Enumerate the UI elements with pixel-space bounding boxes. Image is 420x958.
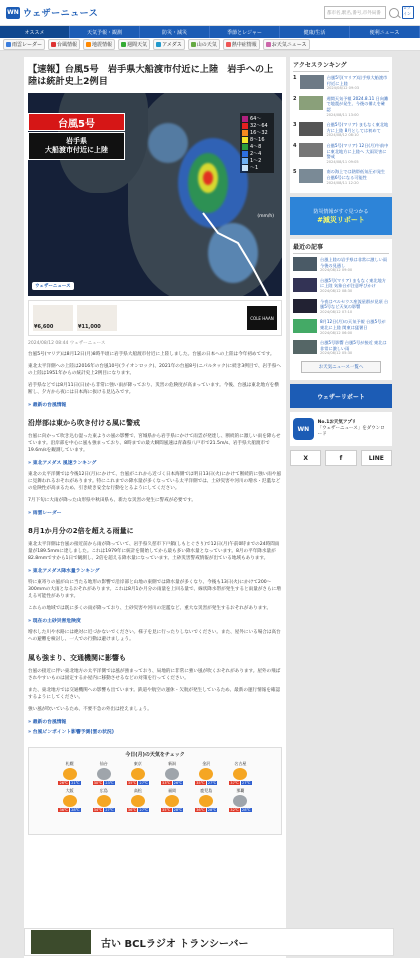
ranking-text [327,75,389,92]
legend-label: 〜1 [250,165,259,171]
nav-sub-icon [266,42,271,47]
weather-icon [233,795,247,807]
latest-thumb [293,278,317,292]
ranking-date: 2024/08/11 12:20 [326,180,359,185]
weather-city[interactable] [54,761,85,785]
latest-text [320,278,389,295]
bottom-ad-image [31,930,91,954]
city-name: 那覇 [236,788,245,793]
site-header [0,0,420,26]
legend-row [242,143,272,150]
latest-item[interactable] [293,299,389,316]
ranking-number: 1 [293,75,297,81]
ranking-date: 2024/08/11 13:00 [326,112,359,117]
ad-product-2[interactable] [77,305,117,331]
weather-icon [131,768,145,780]
legend-swatch [242,137,248,143]
ranking-number: 2 [293,95,297,102]
legend-row [242,157,272,164]
ad-brand[interactable]: COLE HAAN [247,306,277,330]
link-rain-radar[interactable]: » 雨雲レーダー [28,511,62,516]
social-links [290,450,392,466]
weather-check-box [28,747,282,835]
ranking-thumb [299,169,323,183]
ranking-link[interactable]: 南の海上では熱帯低気圧が発生 台風6号になる可能性 [326,169,386,180]
hero-black-line2: 大船渡市付近に上陸 [45,146,108,154]
nav-sub-item[interactable] [263,39,310,50]
city-temps [93,781,115,785]
latest-date: 2024/08/12 05:30 [320,351,353,356]
ranking-item[interactable] [293,122,389,139]
nav-sub-item[interactable] [3,39,45,50]
legend-row [242,150,272,157]
temp-low: 27℃ [105,808,114,812]
legend-swatch [242,116,248,122]
section-heading: 風も強まり、交通機関に影響も [28,654,126,662]
weather-icon [199,795,213,807]
city-temps [161,808,183,812]
weather-city[interactable] [156,788,187,812]
weather-city[interactable] [191,761,222,785]
nav-tab[interactable]: 季節とレジャー [210,26,280,38]
city-name: 金沢 [202,761,211,766]
weather-check-title: 今日(月)の天気をチェック [125,752,185,758]
hero-black-line1: 岩手県 [66,137,87,145]
temp-low: 23℃ [105,781,114,785]
latest-item[interactable] [293,340,389,357]
app-icon: WN [293,418,314,440]
article-meta: 2024/08/12 08:44 ウェザーニュース [28,341,106,346]
article-title: 【速報】台風5号 岩手県大船渡市付近に上陸 岩手への上陸は統計史上2例目 [28,64,274,87]
temp-high: 33℃ [161,781,171,785]
temp-high: 35℃ [127,781,137,785]
weather-city[interactable] [156,761,187,785]
latest-link[interactable]: 8月12日(月)の天気予報 台風5号が東北に上陸 関東は猛暑日 [320,319,386,331]
login-label: ログイン [403,5,411,16]
city-name: 仙台 [99,761,108,766]
hero-title-black [28,132,125,160]
login-button[interactable] [402,6,414,19]
temp-high: 36℃ [127,808,137,812]
temp-high: 36℃ [196,808,205,812]
app-promo[interactable] [290,412,392,446]
more-news-button[interactable]: お天気ニュース一覧へ [301,361,381,373]
ranking-text [326,169,389,186]
city-temps [229,808,251,812]
legend-unit: (mm/h) [257,214,274,219]
latest-link[interactable]: 今夜はペルセウス座流星群が見頃 台風5号など天気の影響 [320,298,389,310]
nav-tab[interactable]: 防災・減災 [140,26,210,38]
ranking-thumb [299,143,323,157]
city-temps [161,781,183,785]
article-main [24,57,286,958]
disaster-banner[interactable] [290,197,392,235]
ranking-date: 2024/08/12 09:03 [326,86,360,91]
temp-low: 28℃ [241,808,251,812]
latest-date: 2024/08/12 09:00 [320,268,353,273]
weather-icon [199,768,213,780]
ranking-link[interactable]: 週間天気予報 2024.8.11 日向灘で地震が発生、今後の備えを確認 [326,95,389,112]
weather-icon [233,768,247,780]
weather-icon [165,795,179,807]
ranking-link[interactable]: 台風5号(マリア) 12日(月)午前中に東北地方に上陸へ 大雨災害に警戒 [326,142,389,160]
nav-sub-item[interactable] [223,39,260,50]
site-logo[interactable] [6,6,98,19]
city-name: 東京 [133,761,142,766]
nav-sub-label: 地震情報 [92,41,113,48]
nav-sub-item[interactable] [153,39,185,50]
city-name: 広島 [99,788,108,793]
legend-swatch [242,151,248,157]
paragraph: 東北太平洋側は台風の接近前から雨が降っていて、岩手県久慈市下戸鎖(しもとぐさり)で12日(月)午前0時までの24時間雨量が189.5mmに達しました。これは1979年に統計を開始してから最も多い降水量となっています。8月の平年降水量が82.8mmですから1日で観測し、2倍を超える降水量になっています。土砂災害警戒情報が出ている地域もあります。 [28,542,280,561]
weather-report-banner[interactable]: ウェザーリポート [290,384,392,408]
temp-high: 37℃ [230,781,239,785]
search-input[interactable]: 都市名,駅名,番号,市外局番 [324,6,386,19]
social-button[interactable]: f [325,450,356,466]
nav-tab[interactable]: オススメ [0,26,70,38]
ranking-item[interactable] [293,96,389,118]
banner-line-b: #減災リポート [317,215,365,224]
paragraph: 台風に向かって吹き込む湿った東よりの風の影響で、宮城県から岩手県にかけて雨雲が発達し、断続的に激しい雨を降らせています。沿岸部を中心に風も強まっており、8時までの最大瞬間風速は青森県八戸市で21.5m/s、岩手県大船渡市で19.6m/sを観測しています。 [28,434,281,453]
legend-label: 1〜2 [250,158,262,164]
latest-text [320,299,389,316]
nav-tab[interactable]: 便利ニュース [350,26,420,38]
nav-sub-label: 台風情報 [57,41,78,48]
city-temps [229,781,251,785]
legend-label: 2〜4 [250,151,262,157]
temp-low: 26℃ [173,781,183,785]
ranking-number: 5 [293,169,297,176]
temp-low: 28℃ [173,808,183,812]
weather-grid [32,761,278,812]
ranking-number: 3 [293,122,297,129]
nav-tab[interactable]: 天気予報・観測 [70,26,140,38]
legend-label: 32〜64 [250,123,268,129]
paragraph: 強い風が吹いているため、不要不急の外出は控えましょう。 [28,707,152,712]
city-name: 大阪 [65,788,74,793]
ranking-link[interactable]: 台風5号(マリア)岩手県大船渡市付近に上陸 [326,75,388,86]
city-temps [127,781,149,785]
rain-legend [240,113,274,173]
temp-high: 32℃ [230,808,239,812]
ranking-link[interactable]: 台風5号(マリア) まもなく東北地方に上陸 8月としては初めて [326,122,389,133]
ad-price-1: ¥6,600 [34,324,54,330]
link-typhoon-info[interactable]: » 最新の台風情報 [28,403,67,408]
temp-low: 27℃ [139,808,149,812]
sub-nav [0,38,420,51]
ad-banner[interactable] [28,300,282,336]
nav-sub-item[interactable] [83,39,115,50]
city-name: 高松 [133,788,142,793]
paragraph: 台風5号(マリア)は8月12日(月)8時半頃に岩手県大船渡市付近に上陸しました。台風の日本への上陸は今年初めてです。 [28,352,275,357]
nav-sub-icon [121,42,126,47]
legend-label: 16〜32 [250,130,268,136]
bottom-ad-text: 古い BCLラジオ トランシーバー [101,938,249,950]
ranking-date: 2024/08/12 08:10 [326,133,359,138]
city-temps [58,808,80,812]
latest-thumb [293,257,317,271]
legend-swatch [242,130,248,136]
city-name: 名古屋 [234,761,247,766]
link-landslide[interactable]: » 現在の土砂災害危険度 [28,619,81,624]
latest-link[interactable]: 台風5号影響 台風5号が接近 東北は非常に激しい雨 [320,340,387,351]
latest-text [320,319,389,336]
ad-price-2: ¥11,000 [78,324,101,330]
ranking-text [326,96,389,118]
link-typhoon-forecast[interactable]: » 台風ピンポイント影響予測(雲の状況) [28,730,114,735]
main-nav [0,26,420,38]
social-button[interactable]: LINE [361,450,392,466]
bottom-ad[interactable] [24,928,394,956]
link-typhoon-info-2[interactable]: » 最新の台風情報 [28,720,67,725]
nav-sub-item[interactable] [188,39,220,50]
latest-thumb [293,340,317,354]
legend-swatch [242,165,248,171]
legend-row [242,122,272,129]
ad-product-1[interactable] [33,305,73,331]
legend-label: 8〜16 [250,137,265,143]
sidebar [290,57,392,958]
weather-icon [165,768,179,780]
weather-city[interactable] [225,761,256,785]
legend-row [242,136,272,143]
city-temps [58,781,80,785]
ranking-text [326,122,389,139]
nav-sub-icon [6,42,11,47]
legend-label: 64〜 [250,116,262,122]
legend-swatch [242,144,248,150]
paragraph: 増水した川や水路には絶対に近づかないでください。様子を見に行ったりしないでください。また、屋外にいる場合は高台への避難を検討し、一人での行動は避けましょう。 [28,630,281,642]
temp-low: 28℃ [207,808,217,812]
city-temps [195,781,217,785]
latest-link[interactable]: 台風5号(マリア) まもなく東北地方に上陸 気象台が注意呼びかけ [320,277,386,289]
search-area [324,6,414,19]
latest-item[interactable] [293,278,389,295]
latest-text [320,257,389,274]
weather-icon [63,795,77,807]
temp-low: 27℃ [139,781,149,785]
weather-icon [131,795,145,807]
latest-thumb [293,299,317,313]
temp-high: 35℃ [161,808,171,812]
paragraph: また、東北地方では交通機関への影響も出ています。鉄道や航空の運休・欠航が発生しているため、最新の運行情報を確認するようにしてください。 [28,688,281,700]
paragraph: 台風の接近に伴い東北地方の太平洋側では風が強まっており、局地的に非常に強い風が吹くおそれがあります。屋外の飛ばされやすいものは固定するか屋内に移動させるなどの対策を行ってください。 [28,669,281,681]
nav-sub-icon [86,42,91,47]
temp-high: 35℃ [196,781,205,785]
ranking-text [326,143,389,165]
paragraph: 7月下旬に大雨が降った山形県や秋田県も、新たな災害の発生に警戒が必要です。 [28,498,196,503]
temp-high: 26℃ [59,781,69,785]
latest-link[interactable]: 台風上陸の岩手県は非常に激しい雨 今後の見通し [320,257,388,268]
legend-swatch [242,123,248,129]
logo-mark-icon: WN [6,7,20,19]
nav-tab[interactable]: 健康/生活 [280,26,350,38]
latest-date: 2024/08/12 08:30 [320,289,353,294]
paragraph: これらの地域では既に多くの雨が降っており、土砂災害や河川の氾濫など、重大な災害が発生するおそれがあります。 [28,606,272,611]
weather-city[interactable] [54,788,85,812]
nav-sub-icon [191,42,196,47]
nav-sub-item[interactable] [48,39,80,50]
city-name: 新潟 [168,761,177,766]
weather-city[interactable] [122,761,153,785]
latest-thumb [293,319,317,333]
latest-item[interactable] [293,257,389,274]
temp-low: 21℃ [71,781,80,785]
app-text [318,420,389,438]
latest-date: 2024/08/12 07:10 [320,309,353,314]
temp-low: 27℃ [207,781,217,785]
app-title: No.1お天気アプリ [317,420,357,425]
legend-label: 4〜8 [250,144,262,150]
temp-high: 30℃ [93,781,103,785]
hero-title-red: 台風5号 [28,113,125,131]
nav-sub-icon [51,42,56,47]
ranking-item[interactable] [293,169,389,186]
weather-icon [97,795,111,807]
latest-date: 2024/08/12 06:00 [320,330,353,335]
city-temps [195,808,217,812]
search-icon[interactable] [389,8,399,18]
nav-sub-label: 週間天気 [127,41,148,48]
latest-text [320,340,389,357]
weather-city[interactable] [191,788,222,812]
nav-sub-item[interactable] [118,39,150,50]
paragraph: 岩手県などでは8月11日(日)から非常に強い雨が降っており、災害の危険度が高まっています。今後、台風は東北地方を横断し、夕方から夜には日本海に抜ける見込みです。 [28,383,279,395]
typhoon-radar-image [28,93,282,296]
ranking-thumb [299,122,323,136]
logo-text: ウェザーニュース [23,9,99,19]
latest-title: 最近の記事 [293,242,389,254]
temp-high: 34℃ [93,808,103,812]
ranking-box [290,57,392,193]
section-heading: 沿岸部は東から吹き付ける風に警戒 [28,419,140,427]
ranking-item[interactable] [293,143,389,165]
hero-brand: ウェザーニュース [32,282,74,290]
city-temps [127,808,149,812]
nav-sub-icon [226,42,231,47]
weather-city[interactable] [122,788,153,812]
link-rain-ranking[interactable]: » 東北アメダス降水量ランキング [28,569,100,574]
city-name: 福岡 [168,788,177,793]
city-temps [93,808,115,812]
content-wrap [0,51,420,958]
social-button[interactable]: X [290,450,321,466]
temp-low: 28℃ [71,808,80,812]
ranking-date: 2024/08/11 09:05 [326,159,359,164]
nav-sub-label: お天気ニュース [271,41,307,48]
paragraph: 東北の太平洋側では今後12日(月)にかけて、台風がこれから近づく日本海側では明日13日(火)にかけて断続的に強い雨や風に見舞われるおそれがあります。特にこれまでの降水量が多くなっている太平洋側では、土砂災害や河川の増水・氾濫などの危険性が高まるため、引き続き安全な行動をとるようにしてください。 [28,472,282,491]
weather-icon [63,768,77,780]
section-heading: 8月1か月分の2倍を超える雨量に [28,527,134,535]
weather-icon [97,768,111,780]
latest-box [290,239,392,380]
nav-sub-label: 山の天気 [196,41,217,48]
temp-high: 36℃ [59,808,69,812]
paragraph: 東北太平洋側への上陸は2016年の台風10号(ライオンロック)、2021年の台風8号(ニパルタック)に続き3例目で、岩手県への上陸は1951年からの統計史上2例目になります。 [28,364,281,376]
legend-row [242,129,272,136]
banner-line-a: 防災情報がすぐ見つかる [313,208,369,215]
ranking-item[interactable] [293,75,389,92]
ranking-thumb [299,96,323,110]
legend-row [242,164,272,171]
ranking-number: 4 [293,142,297,149]
legend-row [242,115,272,122]
weather-city[interactable] [88,761,119,785]
temp-low: 27℃ [241,781,251,785]
nav-sub-label: 雨雲レーダー [12,41,43,48]
ranking-title: アクセスランキング [293,60,389,72]
legend-swatch [242,158,248,164]
nav-sub-label: アメダス [162,41,182,48]
nav-sub-icon [156,42,161,47]
nav-sub-label: 熱中症情報 [231,41,257,48]
link-wind-ranking[interactable]: » 東北アメダス 風速ランキング [28,461,97,466]
weather-city[interactable] [88,788,119,812]
weather-city[interactable] [225,788,256,812]
ranking-thumb [300,75,324,89]
latest-item[interactable] [293,319,389,336]
app-sub: 「ウェザーニュース」をダウンロード [317,426,385,437]
city-name: 鹿児島 [200,788,213,793]
city-name: 札幌 [65,761,74,766]
paragraph: 特に東寄りの風が山に当たる地形の影響で沿岸部と山地の東側では降水量が多くなり、今後も13日(火)にかけて200〜300mmの大雨となるおそれがあります。これは8月1か月分の雨量を上回る量で、線状降水帯が発生すると雨量がさらに増える可能性があります。 [28,580,281,599]
